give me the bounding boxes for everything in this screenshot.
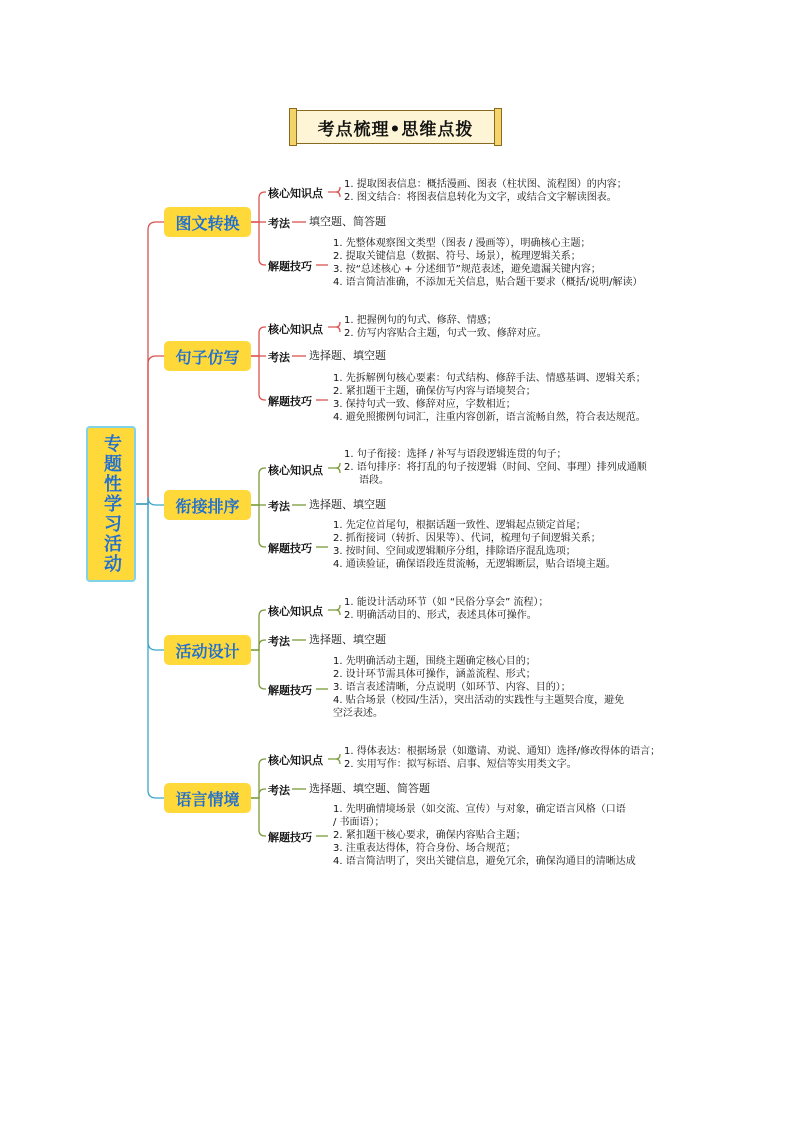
skill-line: 4. 通读验证，确保语段连贯流畅，无逻辑断层，贴合语境主题。	[333, 559, 616, 570]
exam-label: 考法	[268, 217, 290, 230]
core-line: 语段。	[359, 475, 389, 486]
label-to-content-line	[328, 463, 340, 473]
skill-line: 1. 先定位首尾句，根据话题一致性、逻辑起点锁定首尾；	[333, 520, 586, 531]
page-title: 考点梳理•思维点拨	[296, 110, 495, 144]
exam-text: 选择题、填空题、简答题	[309, 782, 430, 795]
label-to-content-line	[328, 605, 340, 615]
skill-line: 3. 语言表述清晰，分点说明（如环节、内容、目的）；	[333, 682, 571, 693]
exam-text: 选择题、填空题	[309, 633, 386, 646]
skill-line: 2. 紧扣题干主题，确保仿写内容与语境契合；	[333, 386, 536, 397]
skill-line: 4. 语言简洁明了，突出关键信息，避免冗余，确保沟通目的清晰达成	[333, 856, 636, 867]
skill-line: 2. 设计环节需具体可操作，涵盖流程、形式；	[333, 669, 536, 680]
exam-text: 选择题、填空题	[309, 498, 386, 511]
branch-name: 语言情境	[175, 789, 240, 809]
core-line: 1. 得体表达：根据场景（如邀请、劝说、通知）选择/修改得体的语言；	[344, 746, 661, 757]
core-line: 1. 提取图表信息：概括漫画、图表（柱状图、流程图）的内容；	[344, 179, 627, 190]
core-label: 核心知识点	[268, 187, 323, 200]
label-to-content-line	[328, 322, 340, 332]
skill-line: 1. 先整体观察图文类型（图表 / 漫画等），明确核心主题；	[333, 238, 591, 249]
core-label: 核心知识点	[268, 323, 323, 336]
branch-to-label-line	[251, 327, 266, 356]
root-label: 专题性学习活动	[101, 434, 122, 574]
branch-node-1	[164, 341, 251, 371]
branch-to-label-line	[251, 192, 266, 222]
branch-to-label-line	[251, 789, 266, 798]
branch-to-label-line	[251, 759, 266, 798]
skill-line: 4. 贴合场景（校园/生活），突出活动的实践性与主题契合度，避免	[333, 695, 625, 706]
skill-label: 解题技巧	[268, 831, 312, 844]
label-to-content-line	[328, 754, 340, 764]
root-to-branch-line	[136, 356, 164, 504]
title-scroll	[289, 108, 502, 146]
root-to-branch-line	[136, 222, 164, 504]
branch-name: 衔接排序	[175, 496, 240, 516]
skill-label: 解题技巧	[268, 542, 312, 555]
skill-line: 2. 紧扣题干核心要求，确保内容贴合主题；	[333, 830, 526, 841]
branch-to-label-line	[251, 640, 266, 650]
skill-line: 4. 避免照搬例句词汇，注重内容创新，语言流畅自然，符合表达规范。	[333, 412, 646, 423]
exam-label: 考法	[268, 351, 290, 364]
skill-line: 3. 按时间、空间或逻辑顺序分组，排除语序混乱选项；	[333, 546, 576, 557]
branch-to-label-line	[251, 610, 266, 650]
branch-to-label-line	[251, 798, 266, 836]
branch-to-label-line	[251, 650, 266, 689]
core-line: 2. 图文结合：将图表信息转化为文字，或结合文字解读图表。	[344, 192, 617, 203]
exam-label: 考法	[268, 500, 290, 513]
exam-label: 考法	[268, 635, 290, 648]
core-line: 1. 把握例句的句式、修辞、情感；	[344, 315, 497, 326]
exam-label: 考法	[268, 784, 290, 797]
branch-to-label-line	[251, 356, 266, 400]
exam-text: 选择题、填空题	[309, 349, 386, 362]
branch-node-0	[164, 207, 251, 237]
core-line: 2. 语句排序：将打乱的句子按逻辑（时间、空间、事理）排列成通顺	[344, 462, 647, 473]
label-to-content-line	[328, 187, 340, 197]
scroll-roll-right	[494, 108, 502, 146]
core-line: 2. 仿写内容贴合主题，句式一致、修辞对应。	[344, 328, 547, 339]
skill-line: 3. 按“总述核心 + 分述细节”规范表述，避免遗漏关键内容；	[333, 264, 601, 275]
root-to-branch-line	[136, 497, 164, 505]
skill-label: 解题技巧	[268, 684, 312, 697]
root-to-branch-line	[136, 504, 164, 798]
core-label: 核心知识点	[268, 754, 323, 767]
skill-line: 2. 抓衔接词（转折、因果等）、代词，梳理句子间逻辑关系；	[333, 533, 601, 544]
branch-name: 活动设计	[175, 641, 240, 661]
core-label: 核心知识点	[268, 464, 323, 477]
skill-line: 3. 注重表达得体，符合身份、场合规范；	[333, 843, 516, 854]
skill-line: 2. 提取关键信息（数据、符号、场景），梳理逻辑关系；	[333, 251, 581, 262]
core-line: 1. 能设计活动环节（如 “民俗分享会” 流程）；	[344, 597, 549, 608]
branch-name: 句子仿写	[175, 347, 240, 367]
skill-line: / 书面语）；	[333, 817, 385, 828]
skill-label: 解题技巧	[268, 395, 312, 408]
skill-line: 1. 先明确活动主题，围绕主题确定核心目的；	[333, 656, 536, 667]
branch-node-2	[164, 490, 251, 520]
core-label: 核心知识点	[268, 605, 323, 618]
exam-text: 填空题、简答题	[309, 215, 386, 228]
skill-line: 空泛表述。	[333, 708, 383, 719]
branch-to-label-line	[251, 468, 266, 505]
skill-line: 4. 语言简洁准确，不添加无关信息，贴合题干要求（概括/说明/解读）	[333, 277, 643, 288]
core-line: 1. 句子衔接：选择 / 补写与语段逻辑连贯的句子；	[344, 449, 567, 460]
skill-line: 1. 先拆解例句核心要素：句式结构、修辞手法、情感基调、逻辑关系；	[333, 373, 646, 384]
skill-label: 解题技巧	[268, 260, 312, 273]
root-to-branch-line	[136, 504, 164, 650]
branch-node-3	[164, 635, 251, 665]
skill-line: 3. 保持句式一致、修辞对应，字数相近；	[333, 399, 516, 410]
branch-node-4	[164, 783, 251, 813]
core-line: 2. 明确活动目的、形式，表述具体可操作。	[344, 610, 537, 621]
branch-to-label-line	[251, 505, 266, 547]
branch-to-label-line	[251, 222, 266, 265]
branch-name: 图文转换	[175, 213, 240, 233]
core-line: 2. 实用写作：拟写标语、启事、短信等实用类文字。	[344, 759, 577, 770]
root-node	[86, 426, 136, 582]
skill-line: 1. 先明确情境场景（如交流、宣传）与对象，确定语言风格（口语	[333, 804, 626, 815]
